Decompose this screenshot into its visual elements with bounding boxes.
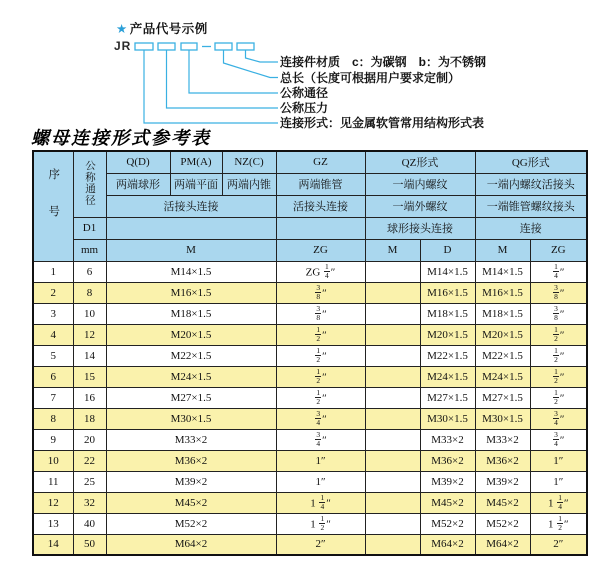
qg-zg-cell: $\frac{1}{2}$ ″ [530,366,587,387]
seq-cell: 8 [33,408,73,429]
header-qg-unit1: M [475,239,530,261]
dn-cell: 18 [73,408,106,429]
leader-line-nominal-pressure [167,50,279,108]
table-row [33,450,587,471]
qz-d-cell: M18×1.5 [420,303,475,324]
qz-d-cell: M27×1.5 [420,387,475,408]
header-m-unit: M [106,239,276,261]
qz-d-cell: M33×2 [420,429,475,450]
table-row [33,303,587,324]
header-mm: mm [73,239,106,261]
seq-cell: 4 [33,324,73,345]
qg-zg-cell: 2″ [530,534,587,555]
qz-m-cell [365,366,420,387]
qg-m-cell: M20×1.5 [475,324,530,345]
qz-m-cell [365,513,420,534]
qz-d-cell: M30×1.5 [420,408,475,429]
gz-size-cell: $\frac{1}{2}$ ″ [276,366,365,387]
code-field-box [135,43,153,50]
header-qg-desc2: 一端锥管螺纹接头 [475,195,587,217]
dn-cell: 16 [73,387,106,408]
m-thread-cell: M52×2 [106,513,276,534]
seq-cell: 9 [33,429,73,450]
star-icon: ★ [116,22,128,36]
header-nz-code: NZ(C) [222,151,276,173]
m-thread-cell: M14×1.5 [106,261,276,282]
m-thread-cell: M16×1.5 [106,282,276,303]
dn-cell: 14 [73,345,106,366]
qg-zg-cell: $\frac{1}{2}$ ″ [530,387,587,408]
header-qz-desc2: 一端外螺纹 [365,195,475,217]
header-nz-desc: 两端内锥 [222,173,276,195]
seq-cell: 5 [33,345,73,366]
header-gz-connection: 活接头连接 [276,195,365,217]
gz-size-cell: 2″ [276,534,365,555]
header-qz-unit1: M [365,239,420,261]
nut-connection-reference-table [32,150,588,556]
dn-cell: 32 [73,492,106,513]
label-nominal-pressure: 公称压力 [280,101,329,115]
gz-size-cell: $\frac{3}{4}$ ″ [276,429,365,450]
qz-m-cell [365,471,420,492]
label-total-length: 总长（长度可根据用户要求定制） [280,70,461,85]
dn-cell: 12 [73,324,106,345]
m-thread-cell: M64×2 [106,534,276,555]
table-body [33,261,587,555]
table-row [33,387,587,408]
qg-zg-cell: $\frac{3}{8}$ ″ [530,303,587,324]
header-pm-code: PM(A) [170,151,222,173]
gz-size-cell: $\frac{1}{2}$ ″ [276,324,365,345]
header-qz-connection: 球形接头连接 [365,217,475,239]
header-qz-code: QZ形式 [365,151,475,173]
table-row [33,282,587,303]
header-d1: D1 [73,217,106,239]
header-qz-desc1: 一端内螺纹 [365,173,475,195]
header-gz-unit: ZG [276,239,365,261]
table-row [33,345,587,366]
dn-cell: 8 [73,282,106,303]
gz-size-cell: 1″ [276,471,365,492]
qg-zg-cell: $\frac{1}{2}$ ″ [530,345,587,366]
qg-m-cell: M45×2 [475,492,530,513]
gz-size-cell: $\frac{3}{8}$ ″ [276,303,365,324]
qg-zg-cell: 1″ [530,450,587,471]
m-thread-cell: M18×1.5 [106,303,276,324]
leader-line-nominal-diameter [189,50,278,93]
dn-cell: 40 [73,513,106,534]
qg-m-cell: M24×1.5 [475,366,530,387]
header-blank-left [106,217,276,239]
qg-m-cell: M36×2 [475,450,530,471]
qz-m-cell [365,345,420,366]
m-thread-cell: M33×2 [106,429,276,450]
code-field-box [237,43,254,50]
qz-d-cell: M45×2 [420,492,475,513]
qz-m-cell [365,261,420,282]
seq-cell: 1 [33,261,73,282]
header-qg-code: QG形式 [475,151,587,173]
gz-size-cell: $\frac{1}{2}$ ″ [276,345,365,366]
qg-zg-cell: $\frac{1}{2}$ ″ [530,324,587,345]
code-field-box [181,43,197,50]
table-row [33,324,587,345]
seq-cell: 11 [33,471,73,492]
dn-cell: 6 [73,261,106,282]
table-row [33,408,587,429]
label-nominal-diameter: 公称通径 [280,86,329,100]
leader-line-total-length [224,50,279,78]
seq-cell: 7 [33,387,73,408]
qz-m-cell [365,534,420,555]
qg-zg-cell: $\frac{3}{4}$ ″ [530,429,587,450]
qg-zg-cell: 1 $\frac{1}{4}$ ″ [530,492,587,513]
qg-m-cell: M22×1.5 [475,345,530,366]
qg-m-cell: M52×2 [475,513,530,534]
header-gz-desc: 两端锥管 [276,173,365,195]
qz-m-cell [365,387,420,408]
qg-m-cell: M18×1.5 [475,303,530,324]
code-field-box [158,43,175,50]
seq-cell: 14 [33,534,73,555]
qg-m-cell: M33×2 [475,429,530,450]
m-thread-cell: M30×1.5 [106,408,276,429]
seq-cell: 2 [33,282,73,303]
gz-size-cell: $\frac{3}{8}$ ″ [276,282,365,303]
dn-cell: 10 [73,303,106,324]
gz-size-cell: $\frac{1}{2}$ ″ [276,387,365,408]
gz-size-cell: $\frac{3}{4}$ ″ [276,408,365,429]
header-union-connection: 活接头连接 [106,195,276,217]
gz-size-cell: ZG $\frac{1}{4}$ ″ [276,261,365,282]
header-blank-gz [276,217,365,239]
qg-zg-cell: $\frac{1}{4}$ ″ [530,261,587,282]
label-connector-material: 连接件材质 c：为碳钢 b：为不锈钢 [280,55,487,69]
gz-size-cell: 1 $\frac{1}{4}$ ″ [276,492,365,513]
dn-cell: 20 [73,429,106,450]
qg-m-cell: M16×1.5 [475,282,530,303]
qg-zg-cell: 1 $\frac{1}{2}$ ″ [530,513,587,534]
header-qg-connection: 连接 [475,217,587,239]
qg-zg-cell: $\frac{3}{8}$ ″ [530,282,587,303]
qg-m-cell: M27×1.5 [475,387,530,408]
table-header [33,151,587,261]
label-connection-form: 连接形式：见金属软管常用结构形式表 [280,116,485,130]
qg-m-cell: M14×1.5 [475,261,530,282]
diagram-heading [116,19,208,37]
m-thread-cell: M22×1.5 [106,345,276,366]
m-thread-cell: M24×1.5 [106,366,276,387]
header-seq [33,151,73,261]
header-q-code: Q(D) [106,151,170,173]
qz-m-cell [365,492,420,513]
qz-m-cell [365,303,420,324]
diagram-heading-text: 产品代号示例 [129,22,208,36]
header-q-desc: 两端球形 [106,173,170,195]
header-gz-code: GZ [276,151,365,173]
qz-m-cell [365,429,420,450]
seq-cell: 12 [33,492,73,513]
m-thread-cell: M39×2 [106,471,276,492]
qz-m-cell [365,324,420,345]
qz-d-cell: M20×1.5 [420,324,475,345]
gz-size-cell: 1 $\frac{1}{2}$ ″ [276,513,365,534]
m-thread-cell: M36×2 [106,450,276,471]
m-thread-cell: M20×1.5 [106,324,276,345]
dn-cell: 15 [73,366,106,387]
header-qg-desc1: 一端内螺纹活接头 [475,173,587,195]
seq-cell: 13 [33,513,73,534]
qz-d-cell: M52×2 [420,513,475,534]
m-thread-cell: M27×1.5 [106,387,276,408]
table-row [33,513,587,534]
m-thread-cell: M45×2 [106,492,276,513]
qz-d-cell: M22×1.5 [420,345,475,366]
header-pm-desc: 两端平面 [170,173,222,195]
product-code-prefix: JR [114,39,132,53]
qz-m-cell [365,450,420,471]
table-row [33,366,587,387]
leader-line-material [246,50,279,62]
table-row [33,534,587,555]
qz-d-cell: M64×2 [420,534,475,555]
qg-zg-cell: $\frac{3}{4}$ ″ [530,408,587,429]
qz-m-cell [365,282,420,303]
header-qz-unit2: D [420,239,475,261]
qz-d-cell: M14×1.5 [420,261,475,282]
code-field-box [215,43,232,50]
qg-zg-cell: 1″ [530,471,587,492]
dn-cell: 22 [73,450,106,471]
dn-cell: 50 [73,534,106,555]
header-seq-text: 序号 [47,167,60,242]
qg-m-cell: M64×2 [475,534,530,555]
table-row [33,471,587,492]
seq-cell: 6 [33,366,73,387]
table-row [33,261,587,282]
dn-cell: 25 [73,471,106,492]
header-qg-unit2: ZG [530,239,587,261]
table-row [33,492,587,513]
seq-cell: 3 [33,303,73,324]
qz-d-cell: M36×2 [420,450,475,471]
seq-cell: 10 [33,450,73,471]
gz-size-cell: 1″ [276,450,365,471]
header-dn [73,151,106,217]
qz-d-cell: M39×2 [420,471,475,492]
table-row [33,429,587,450]
qz-m-cell [365,408,420,429]
qz-d-cell: M16×1.5 [420,282,475,303]
page-title: 螺母连接形式参考表 [31,128,211,148]
qg-m-cell: M39×2 [475,471,530,492]
header-dn-text: 公称通径 [84,160,95,206]
qz-d-cell: M24×1.5 [420,366,475,387]
qg-m-cell: M30×1.5 [475,408,530,429]
